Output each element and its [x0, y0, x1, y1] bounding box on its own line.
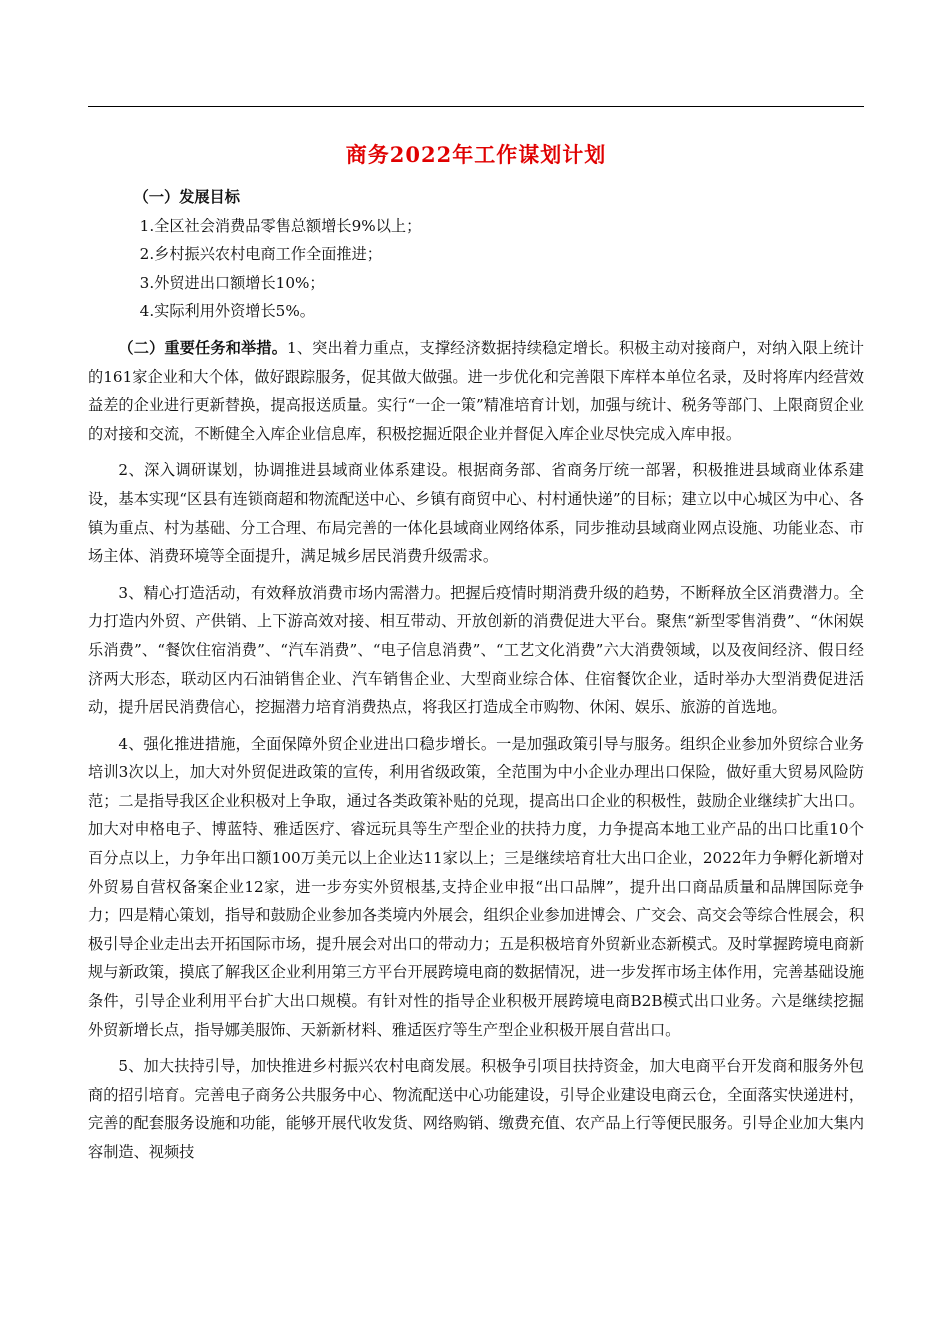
task-paragraph: 2、深入调研谋划，协调推进县域商业体系建设。根据商务部、省商务厅统一部署，积极推进县域商业体系建设，基本实现“区县有连锁商超和物流配送中心、乡镇有商贸中心、村村通快递”的目标；建立以中心城区为中心、各镇为重点、村为基础、分工合理、布局完善的一体化县域商业网络体系，同步推动县域商业网点设施、功能业态、市场主体、消费环境等全面提升，满足城乡居民消费升级需求。 — [88, 461, 864, 566]
document-title: 商务2022年工作谋划计划 — [345, 142, 607, 167]
goal-item: 1.全区社会消费品零售总额增长9%以上； — [139, 216, 422, 235]
task-paragraph: 4、强化推进措施，全面保障外贸企业进出口稳步增长。一是加强政策引导与服务。组织企业参加外贸综合业务培训3次以上，加大对外贸促进政策的宣传，利用省级政策，全范围为中小企业办理出口保险，做好重大贸易风险防范；二是指导我区企业积极对上争取，通过各类政策补贴的兑现，提高出口企业的积极性，鼓励企业继续扩大出口。加大对申格电子、博蓝特、雅适医疗、睿远玩具等生产型企业的扶持力度，力争提高本地工业产品的出口比重10个百分点以上，力争年出口额100万美元以上企业达11家以上；三是继续培育壮大出口企业，2022年力争孵化新增对外贸易自营权备案企业12家，进一步夯实外贸根基,支持企业申报“出口品牌”，提升出口商品质量和品牌国际竞争力；四是精心策划，指导和鼓励企业参加各类境内外展会，组织企业参加进博会、广交会、高交会等综合性展会，积极引导企业走出去开拓国际市场，提升展会对出口的带动力；五是积极培育外贸新业态新模式。及时掌握跨境电商新规与新政策，摸底了解我区企业利用第三方平台开展跨境电商的数据情况，进一步发挥市场主体作用，完善基础设施条件，引导企业利用平台扩大出口规模。有针对性的指导企业积极开展跨境电商B2B模式出口业务。六是继续挖掘外贸新增长点，指导娜美服饰、天新新材料、雅适医疗等生产型企业积极开展自营出口。 — [88, 734, 864, 1039]
task-paragraph: 3、精心打造活动，有效释放消费市场内需潜力。把握后疫情时期消费升级的趋势，不断释放全区消费潜力。全力打造内外贸、产供销、上下游高效对接、相互带动、开放创新的消费促进大平台。聚焦“新型零售消费”、“休闲娱乐消费”、“餐饮住宿消费”、“汽车消费”、“电子信息消费”、“工艺文化消费”六大消费领域，以及夜间经济、假日经济两大形态，联动区内石油销售企业、汽车销售企业、大型商业综合体、住宿餐饮企业，适时举办大型消费促进活动，提升居民消费信心，挖掘潜力培育消费热点，将我区打造成全市购物、休闲、娱乐、旅游的首选地。 — [88, 583, 864, 717]
goal-item: 2.乡村振兴农村电商工作全面推进； — [139, 245, 382, 264]
section-heading-tasks: （二）重要任务和举措。 — [118, 338, 288, 357]
goal-item: 3.外贸进出口额增长10%； — [139, 273, 325, 292]
document-body — [88, 183, 864, 1167]
task-paragraph-text: 1、突出着力重点，支撑经济数据持续稳定增长。积极主动对接商户，对纳入限上统计的161家企业和大个体，做好跟踪服务，促其做大做强。进一步优化和完善限下库样本单位名录，及时将库内经营效益差的企业进行更新替换，提高报送质量。实行“一企一策”精准培育计划，加强与统计、税务等部门、上限商贸企业的对接和交流，不断健全入库企业信息库，积极挖掘近限企业并督促入库企业尽快完成入库申报。 — [88, 338, 864, 443]
header-rule — [88, 106, 864, 107]
goal-item: 4.实际利用外资增长5%。 — [139, 302, 315, 321]
document-page — [88, 0, 864, 1344]
section-heading-goals: （一）发展目标 — [133, 188, 240, 206]
task-paragraph — [88, 334, 864, 448]
task-paragraph: 5、加大扶持引导，加快推进乡村振兴农村电商发展。积极争引项目扶持资金，加大电商平台开发商和服务外包商的招引培育。完善电子商务公共服务中心、物流配送中心功能建设，引导企业建设电商云仓，全面落实快递进村，完善的配套服务设施和功能，能够开展代收发货、网络购销、缴费充值、农产品上行等便民服务。引导企业加大集内容制造、视频技 — [88, 1057, 864, 1161]
